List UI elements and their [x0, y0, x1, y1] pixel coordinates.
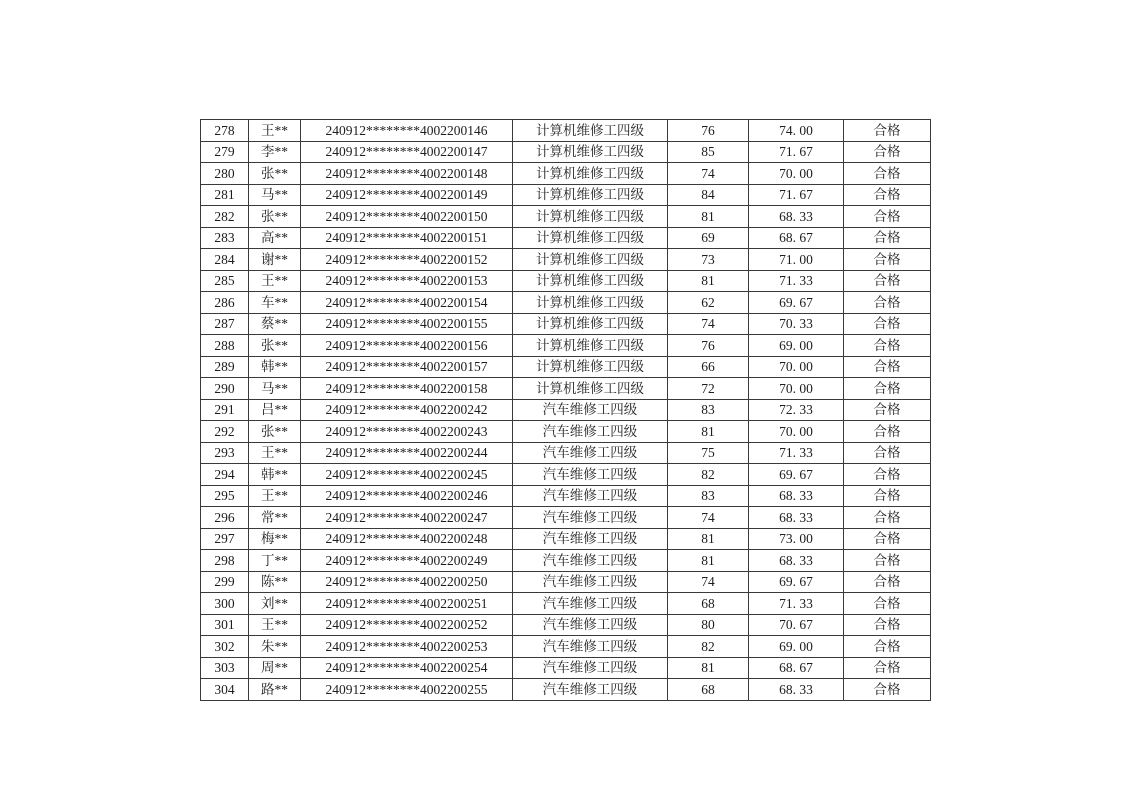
table-row	[201, 507, 931, 529]
cell-row-no: 304	[201, 679, 249, 701]
cell-score-1: 74	[668, 163, 749, 185]
cell-result: 合格	[844, 249, 931, 271]
cell-id-number: 240912********4002200250	[301, 571, 513, 593]
cell-name: 韩**	[249, 356, 301, 378]
cell-result: 合格	[844, 485, 931, 507]
cell-name: 梅**	[249, 528, 301, 550]
cell-row-no: 293	[201, 442, 249, 464]
cell-id-number: 240912********4002200249	[301, 550, 513, 572]
cell-name: 刘**	[249, 593, 301, 615]
cell-occupation-level: 汽车维修工四级	[513, 464, 668, 486]
table-row	[201, 679, 931, 701]
cell-id-number: 240912********4002200247	[301, 507, 513, 529]
cell-score-1: 83	[668, 485, 749, 507]
cell-score-1: 82	[668, 464, 749, 486]
cell-occupation-level: 汽车维修工四级	[513, 421, 668, 443]
cell-score-1: 81	[668, 550, 749, 572]
cell-id-number: 240912********4002200152	[301, 249, 513, 271]
cell-score-1: 74	[668, 313, 749, 335]
cell-id-number: 240912********4002200151	[301, 227, 513, 249]
cell-name: 韩**	[249, 464, 301, 486]
cell-name: 王**	[249, 270, 301, 292]
cell-score-1: 81	[668, 528, 749, 550]
cell-id-number: 240912********4002200246	[301, 485, 513, 507]
cell-result: 合格	[844, 593, 931, 615]
table-row	[201, 657, 931, 679]
cell-occupation-level: 计算机维修工四级	[513, 313, 668, 335]
cell-score-1: 83	[668, 399, 749, 421]
cell-score-1: 85	[668, 141, 749, 163]
cell-occupation-level: 计算机维修工四级	[513, 378, 668, 400]
cell-row-no: 296	[201, 507, 249, 529]
cell-name: 陈**	[249, 571, 301, 593]
cell-score-2: 73. 00	[749, 528, 844, 550]
cell-row-no: 303	[201, 657, 249, 679]
cell-result: 合格	[844, 657, 931, 679]
table-row	[201, 356, 931, 378]
cell-row-no: 294	[201, 464, 249, 486]
cell-occupation-level: 汽车维修工四级	[513, 614, 668, 636]
cell-occupation-level: 计算机维修工四级	[513, 141, 668, 163]
cell-score-2: 68. 33	[749, 679, 844, 701]
cell-result: 合格	[844, 679, 931, 701]
cell-occupation-level: 计算机维修工四级	[513, 292, 668, 314]
cell-id-number: 240912********4002200155	[301, 313, 513, 335]
cell-row-no: 295	[201, 485, 249, 507]
cell-score-2: 71. 67	[749, 184, 844, 206]
cell-result: 合格	[844, 206, 931, 228]
cell-result: 合格	[844, 507, 931, 529]
cell-result: 合格	[844, 335, 931, 357]
cell-row-no: 300	[201, 593, 249, 615]
cell-score-1: 68	[668, 679, 749, 701]
cell-name: 常**	[249, 507, 301, 529]
cell-result: 合格	[844, 464, 931, 486]
cell-row-no: 288	[201, 335, 249, 357]
cell-result: 合格	[844, 313, 931, 335]
cell-name: 蔡**	[249, 313, 301, 335]
cell-score-1: 81	[668, 421, 749, 443]
cell-score-2: 70. 33	[749, 313, 844, 335]
cell-occupation-level: 汽车维修工四级	[513, 507, 668, 529]
cell-row-no: 299	[201, 571, 249, 593]
cell-id-number: 240912********4002200255	[301, 679, 513, 701]
cell-name: 路**	[249, 679, 301, 701]
cell-row-no: 287	[201, 313, 249, 335]
cell-name: 王**	[249, 614, 301, 636]
cell-row-no: 283	[201, 227, 249, 249]
cell-result: 合格	[844, 184, 931, 206]
cell-result: 合格	[844, 528, 931, 550]
cell-id-number: 240912********4002200245	[301, 464, 513, 486]
cell-name: 张**	[249, 421, 301, 443]
cell-row-no: 280	[201, 163, 249, 185]
cell-score-2: 71. 00	[749, 249, 844, 271]
cell-score-2: 70. 00	[749, 356, 844, 378]
cell-score-2: 68. 33	[749, 206, 844, 228]
cell-score-2: 74. 00	[749, 120, 844, 142]
cell-score-2: 71. 33	[749, 442, 844, 464]
cell-occupation-level: 汽车维修工四级	[513, 399, 668, 421]
cell-name: 周**	[249, 657, 301, 679]
cell-id-number: 240912********4002200147	[301, 141, 513, 163]
table-row	[201, 399, 931, 421]
cell-score-1: 76	[668, 335, 749, 357]
table-row	[201, 378, 931, 400]
cell-score-1: 66	[668, 356, 749, 378]
cell-name: 高**	[249, 227, 301, 249]
cell-score-1: 68	[668, 593, 749, 615]
cell-score-2: 70. 00	[749, 421, 844, 443]
cell-score-1: 69	[668, 227, 749, 249]
cell-score-2: 69. 00	[749, 335, 844, 357]
cell-score-2: 68. 33	[749, 485, 844, 507]
cell-score-2: 68. 33	[749, 507, 844, 529]
cell-occupation-level: 计算机维修工四级	[513, 335, 668, 357]
cell-id-number: 240912********4002200157	[301, 356, 513, 378]
cell-name: 张**	[249, 206, 301, 228]
cell-id-number: 240912********4002200242	[301, 399, 513, 421]
cell-name: 王**	[249, 485, 301, 507]
cell-score-2: 68. 67	[749, 657, 844, 679]
cell-name: 张**	[249, 163, 301, 185]
table-row	[201, 141, 931, 163]
cell-name: 朱**	[249, 636, 301, 658]
table-row	[201, 184, 931, 206]
cell-score-1: 73	[668, 249, 749, 271]
cell-result: 合格	[844, 270, 931, 292]
cell-id-number: 240912********4002200254	[301, 657, 513, 679]
cell-score-1: 81	[668, 270, 749, 292]
cell-row-no: 286	[201, 292, 249, 314]
table-row	[201, 206, 931, 228]
cell-score-2: 69. 67	[749, 464, 844, 486]
cell-occupation-level: 汽车维修工四级	[513, 636, 668, 658]
cell-id-number: 240912********4002200154	[301, 292, 513, 314]
cell-name: 马**	[249, 184, 301, 206]
table-row	[201, 163, 931, 185]
cell-result: 合格	[844, 442, 931, 464]
table-row	[201, 335, 931, 357]
cell-score-2: 69. 67	[749, 292, 844, 314]
cell-occupation-level: 汽车维修工四级	[513, 593, 668, 615]
cell-row-no: 279	[201, 141, 249, 163]
cell-occupation-level: 计算机维修工四级	[513, 356, 668, 378]
cell-row-no: 281	[201, 184, 249, 206]
cell-occupation-level: 汽车维修工四级	[513, 571, 668, 593]
cell-score-2: 69. 00	[749, 636, 844, 658]
cell-row-no: 282	[201, 206, 249, 228]
cell-result: 合格	[844, 378, 931, 400]
cell-score-1: 82	[668, 636, 749, 658]
cell-score-1: 62	[668, 292, 749, 314]
cell-score-2: 71. 67	[749, 141, 844, 163]
cell-name: 王**	[249, 120, 301, 142]
cell-score-1: 74	[668, 507, 749, 529]
cell-id-number: 240912********4002200248	[301, 528, 513, 550]
cell-id-number: 240912********4002200243	[301, 421, 513, 443]
cell-row-no: 301	[201, 614, 249, 636]
cell-score-1: 81	[668, 657, 749, 679]
table-row	[201, 270, 931, 292]
cell-occupation-level: 计算机维修工四级	[513, 206, 668, 228]
table-row	[201, 636, 931, 658]
cell-score-1: 81	[668, 206, 749, 228]
cell-occupation-level: 汽车维修工四级	[513, 442, 668, 464]
table-row	[201, 528, 931, 550]
cell-row-no: 278	[201, 120, 249, 142]
cell-occupation-level: 计算机维修工四级	[513, 120, 668, 142]
cell-name: 李**	[249, 141, 301, 163]
cell-score-2: 70. 67	[749, 614, 844, 636]
cell-score-2: 71. 33	[749, 593, 844, 615]
cell-result: 合格	[844, 399, 931, 421]
cell-row-no: 285	[201, 270, 249, 292]
cell-id-number: 240912********4002200146	[301, 120, 513, 142]
cell-row-no: 289	[201, 356, 249, 378]
cell-score-2: 68. 67	[749, 227, 844, 249]
cell-score-1: 72	[668, 378, 749, 400]
cell-result: 合格	[844, 292, 931, 314]
cell-occupation-level: 计算机维修工四级	[513, 249, 668, 271]
cell-id-number: 240912********4002200251	[301, 593, 513, 615]
table-row	[201, 120, 931, 142]
cell-score-1: 75	[668, 442, 749, 464]
cell-row-no: 302	[201, 636, 249, 658]
cell-score-2: 70. 00	[749, 163, 844, 185]
exam-results-table	[200, 119, 931, 701]
cell-id-number: 240912********4002200148	[301, 163, 513, 185]
table-row	[201, 464, 931, 486]
cell-id-number: 240912********4002200156	[301, 335, 513, 357]
table-row	[201, 227, 931, 249]
cell-name: 马**	[249, 378, 301, 400]
cell-result: 合格	[844, 571, 931, 593]
table-row	[201, 614, 931, 636]
cell-score-2: 68. 33	[749, 550, 844, 572]
cell-row-no: 298	[201, 550, 249, 572]
cell-row-no: 297	[201, 528, 249, 550]
cell-id-number: 240912********4002200153	[301, 270, 513, 292]
cell-id-number: 240912********4002200149	[301, 184, 513, 206]
table-row	[201, 485, 931, 507]
cell-id-number: 240912********4002200150	[301, 206, 513, 228]
cell-score-2: 69. 67	[749, 571, 844, 593]
cell-result: 合格	[844, 227, 931, 249]
cell-row-no: 291	[201, 399, 249, 421]
table-row	[201, 292, 931, 314]
table-row	[201, 571, 931, 593]
cell-name: 丁**	[249, 550, 301, 572]
cell-result: 合格	[844, 550, 931, 572]
cell-result: 合格	[844, 120, 931, 142]
cell-id-number: 240912********4002200253	[301, 636, 513, 658]
cell-name: 王**	[249, 442, 301, 464]
table-row	[201, 550, 931, 572]
cell-row-no: 292	[201, 421, 249, 443]
cell-occupation-level: 汽车维修工四级	[513, 528, 668, 550]
cell-id-number: 240912********4002200252	[301, 614, 513, 636]
cell-result: 合格	[844, 614, 931, 636]
cell-name: 张**	[249, 335, 301, 357]
cell-score-2: 71. 33	[749, 270, 844, 292]
cell-occupation-level: 汽车维修工四级	[513, 679, 668, 701]
cell-result: 合格	[844, 141, 931, 163]
cell-occupation-level: 计算机维修工四级	[513, 163, 668, 185]
table-row	[201, 421, 931, 443]
table-row	[201, 593, 931, 615]
cell-score-1: 74	[668, 571, 749, 593]
cell-occupation-level: 汽车维修工四级	[513, 550, 668, 572]
cell-occupation-level: 计算机维修工四级	[513, 184, 668, 206]
cell-name: 车**	[249, 292, 301, 314]
cell-row-no: 284	[201, 249, 249, 271]
cell-result: 合格	[844, 356, 931, 378]
cell-row-no: 290	[201, 378, 249, 400]
cell-result: 合格	[844, 421, 931, 443]
cell-score-2: 72. 33	[749, 399, 844, 421]
table-row	[201, 442, 931, 464]
cell-occupation-level: 计算机维修工四级	[513, 227, 668, 249]
cell-score-1: 76	[668, 120, 749, 142]
cell-occupation-level: 计算机维修工四级	[513, 270, 668, 292]
cell-id-number: 240912********4002200158	[301, 378, 513, 400]
cell-id-number: 240912********4002200244	[301, 442, 513, 464]
cell-name: 吕**	[249, 399, 301, 421]
cell-score-2: 70. 00	[749, 378, 844, 400]
cell-result: 合格	[844, 163, 931, 185]
cell-result: 合格	[844, 636, 931, 658]
cell-score-1: 84	[668, 184, 749, 206]
cell-occupation-level: 汽车维修工四级	[513, 657, 668, 679]
cell-occupation-level: 汽车维修工四级	[513, 485, 668, 507]
cell-name: 谢**	[249, 249, 301, 271]
table-row	[201, 249, 931, 271]
table-row	[201, 313, 931, 335]
cell-score-1: 80	[668, 614, 749, 636]
